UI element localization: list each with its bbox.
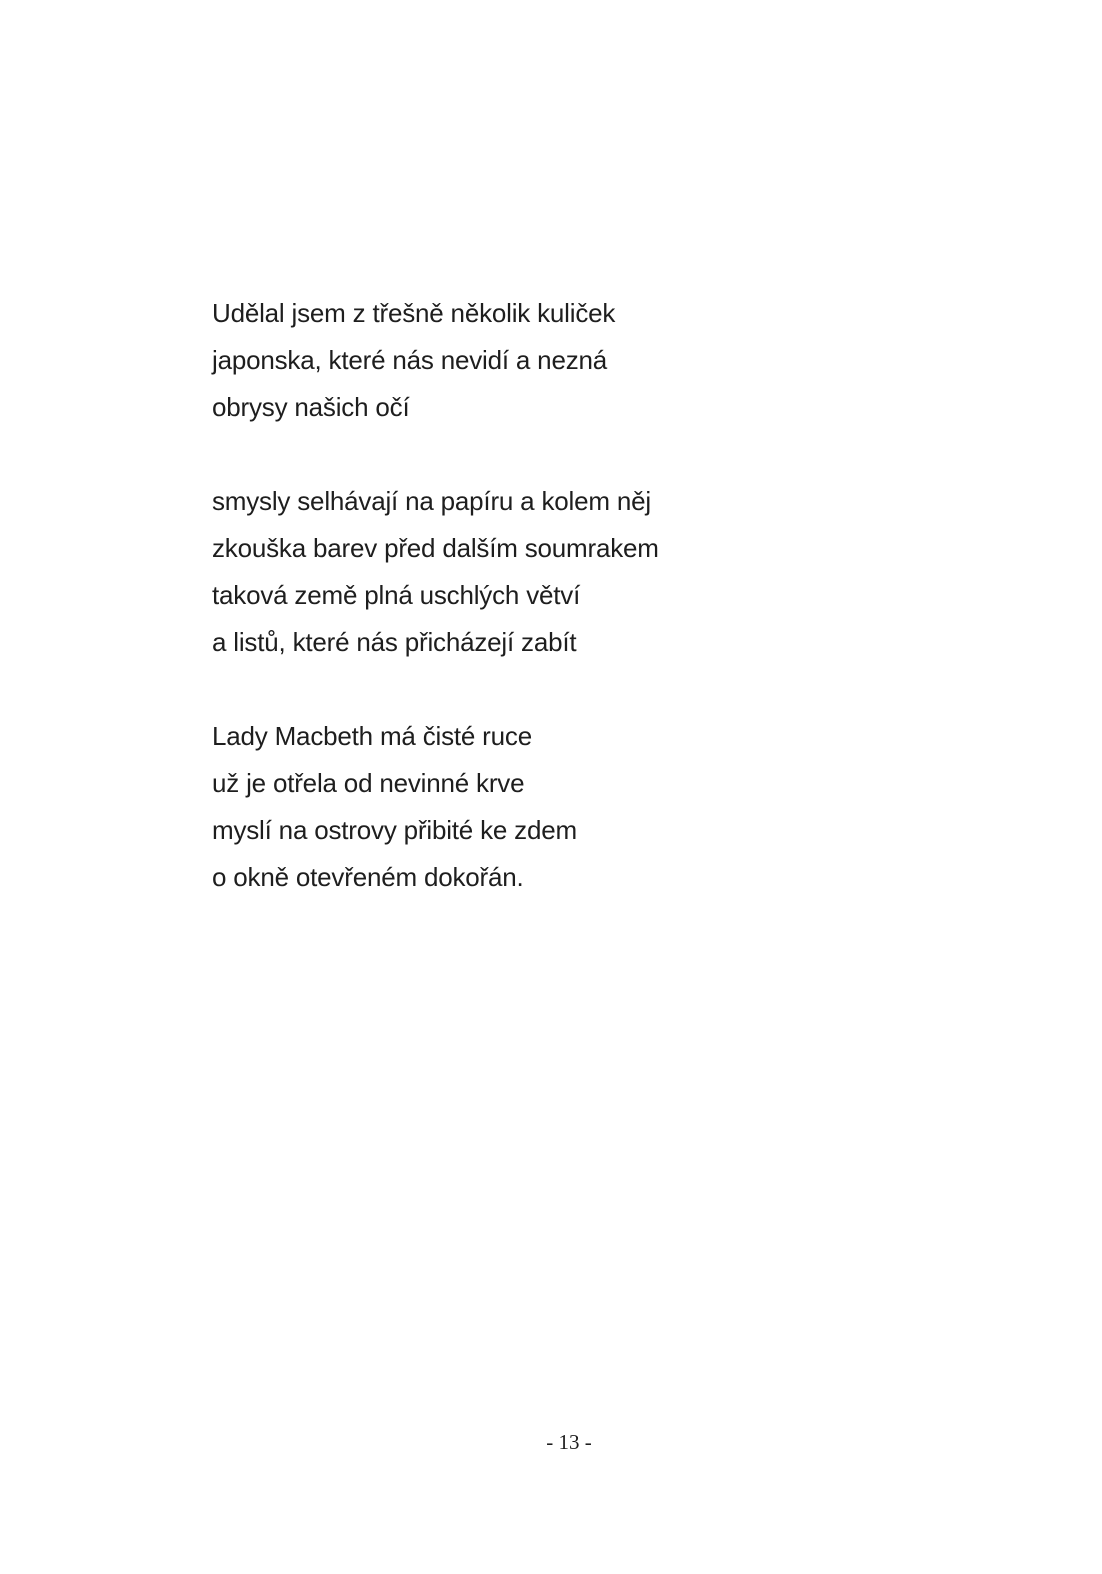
poem-line: a listů, které nás přicházejí zabít xyxy=(212,627,577,657)
stanza-2 xyxy=(212,478,912,666)
stanza-1 xyxy=(212,290,912,431)
poem-line: taková země plná uschlých větví xyxy=(212,580,581,610)
page-number: - 13 - xyxy=(546,1430,592,1454)
poem-line: Udělal jsem z třešně několik kuliček xyxy=(212,298,616,328)
poem-line: o okně otevřeném dokořán. xyxy=(212,862,524,892)
poem-line: zkouška barev před dalším soumrakem xyxy=(212,533,659,563)
poem-line: japonska, které nás nevidí a nezná xyxy=(212,345,608,375)
poem-line: smysly selhávají na papíru a kolem něj xyxy=(212,486,651,516)
poem-line: obrysy našich očí xyxy=(212,392,410,422)
stanza-3 xyxy=(212,713,912,901)
poem xyxy=(212,290,912,948)
poem-line: už je otřela od nevinné krve xyxy=(212,768,525,798)
poem-line: Lady Macbeth má čisté ruce xyxy=(212,721,532,751)
poem-line: myslí na ostrovy přibité ke zdem xyxy=(212,815,577,845)
